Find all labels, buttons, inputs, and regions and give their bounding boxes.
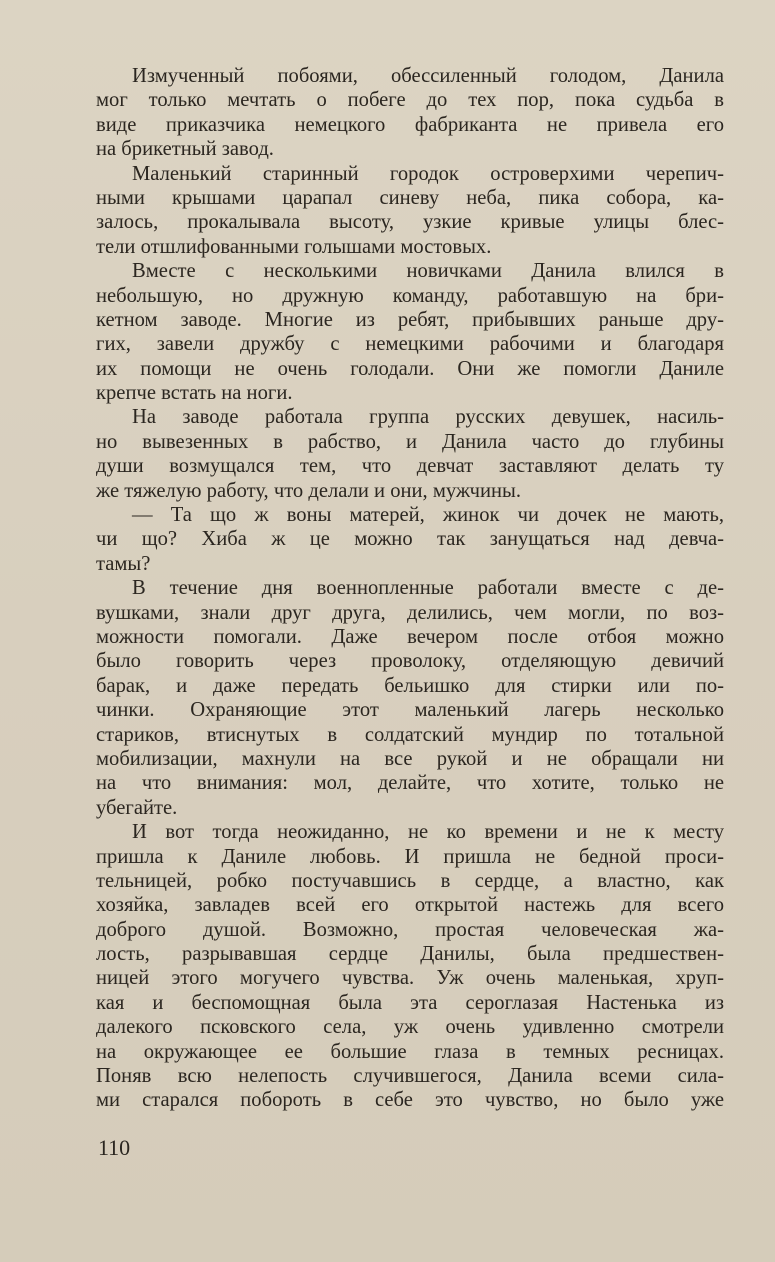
text-line: тели отшлифованными голышами мостовых. (96, 235, 492, 258)
text-line: лость, разрывавшая сердце Данилы, была предшествен- (96, 943, 724, 966)
text-line: кая и беспомощная была эта сероглазая Настенька из (96, 991, 724, 1014)
text-line: Маленький старинный городок островерхими черепич- (132, 162, 724, 185)
text-line: небольшую, но дружную команду, работавшую на бри- (96, 284, 724, 307)
text-line: пришла к Даниле любовь. И пришла не бедной проси- (96, 845, 724, 868)
text-line: кетном заводе. Многие из ребят, прибывших раньше дру- (96, 308, 724, 331)
text-line: залось, прокалывала высоту, узкие кривые улицы блес- (96, 211, 724, 234)
text-line: было говорить через проволоку, отделяющую девичий (96, 650, 724, 673)
text-line: на что внимания: мол, делайте, что хотите, только не (96, 772, 724, 795)
text-line: ными крышами царапал синеву неба, пика собора, ка- (96, 186, 724, 209)
text-line: чи що? Хиба ж це можно так занущаться над девча- (96, 528, 724, 551)
text-line: барак, и даже передать бельишко для стирки или по- (96, 674, 724, 697)
text-line: тамы? (96, 552, 151, 575)
text-line: — Та що ж воны матерей, жинок чи дочек не мають, (132, 504, 724, 527)
text-line: В течение дня военнопленные работали вместе с де- (132, 577, 724, 600)
text-line: вушками, знали друг друга, делились, чем могли, по воз- (96, 601, 724, 624)
text-line: но вывезенных в рабство, и Данила часто до глубины (96, 430, 724, 453)
text-line: на окружающее ее большие глаза в темных ресницах. (96, 1040, 724, 1063)
text-line: ницей этого могучего чувства. Уж очень маленькая, хруп- (96, 967, 724, 990)
text-line: стариков, втиснутых в солдатский мундир по тотальной (96, 723, 724, 746)
page-number: 110 (98, 1135, 131, 1160)
text-line: можности помогали. Даже вечером после отбоя можно (96, 625, 724, 648)
text-line: И вот тогда неожиданно, не ко времени и не к месту (132, 821, 724, 844)
text-line: мог только мечтать о побеге до тех пор, пока судьба в (96, 89, 724, 112)
text-line: чинки. Охраняющие этот маленький лагерь несколько (96, 699, 724, 722)
text-line: виде приказчика немецкого фабриканта не привела его (96, 113, 724, 136)
text-line: Измученный побоями, обессиленный голодом, Данила (132, 65, 724, 87)
text-line: крепче встать на ноги. (96, 382, 293, 405)
text-line: далекого псковского села, уж очень удивленно смотрели (96, 1016, 724, 1039)
body-text (96, 64, 724, 1113)
text-line: души возмущался тем, что девчат заставляют делать ту (96, 455, 724, 478)
text-line: тельницей, робко постучавшись в сердце, а властно, как (96, 869, 724, 892)
text-line: их помощи не очень голодали. Они же помогли Даниле (96, 357, 724, 380)
text-line: Вместе с несколькими новичками Данила влился в (132, 260, 724, 283)
text-line: убегайте. (96, 796, 178, 819)
text-line: гих, завели дружбу с немецкими рабочими и благодаря (96, 333, 724, 356)
text-line: мобилизации, махнули на все рукой и не обращали ни (96, 747, 724, 770)
text-line: хозяйка, завладев всей его открытой настежь для всего (96, 894, 724, 917)
text-line: Поняв всю нелепость случившегося, Данила всеми сила- (96, 1065, 724, 1088)
text-line: ми старался побороть в себе это чувство, но было уже (96, 1089, 724, 1112)
text-line: доброго душой. Возможно, простая человеческая жа- (96, 918, 724, 941)
text-line: на брикетный завод. (96, 138, 274, 161)
text-line: На заводе работала группа русских девушек, насиль- (132, 406, 724, 429)
text-line: же тяжелую работу, что делали и они, мужчины. (96, 479, 522, 502)
